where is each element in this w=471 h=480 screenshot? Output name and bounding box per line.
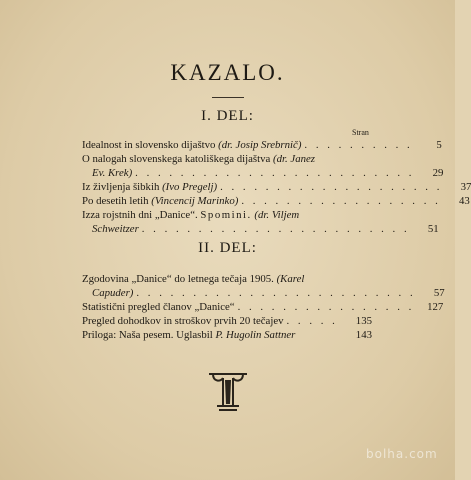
part2-heading: II. DEL: [198,240,257,256]
entry-author: (dr. Janez [273,153,315,165]
leader-dots: . . . . . [286,315,338,327]
entry-author: (dr. Josip Srebrnič) [218,139,302,151]
entry-page: 29 [432,167,444,179]
entry-title: Po desetih letih [82,195,149,207]
entry-subtitle: Spomini. [200,209,252,221]
entry-title: Zgodovina „Danice“ do letnega tečaja 1905. [82,273,274,285]
leader-dots: . . . . . . . . . . . . . . . . [237,301,415,313]
entry-page: 143 [355,329,372,341]
entry-author-cont: Ev. Krek) [92,167,133,179]
entry-title: Pregled dohodkov in stroškov prvih 20 tečajev [82,315,284,327]
leader-dots: . . . . . . . . . . [304,139,413,151]
leader-dots: . . . . . . . . . . . . . . . . . . . . . . . . . [136,287,416,299]
page-title: KAZALO. [170,60,285,85]
entry-title: Priloga: Naša pesem. Uglasbil [82,329,213,341]
toc-entry [82,138,442,152]
entry-author: (dr. Viljem [254,209,300,221]
entry-author-cont: Capuder) [92,287,134,299]
entry-page: 5 [436,139,442,151]
toc-entry [82,194,470,208]
entry-title: Idealnost in slovensko dijaštvo [82,139,216,151]
leader-dots: . . . . . . . . . . . . . . . . . . [241,195,441,207]
entry-title: O nalogah slovenskega katoliškega dijaštva [82,153,271,165]
toc-entry [82,152,444,180]
toc-entry [82,180,471,194]
page-column-label: Stran [352,128,369,137]
entry-author-cont: Schweitzer [92,223,139,235]
entry-author: (Karel [276,273,305,285]
part1-heading: I. DEL: [201,108,254,124]
toc-entry [82,314,372,328]
entry-author: P. Hugolin Sattner [215,329,296,341]
decorative-ornament-icon [203,366,253,416]
toc-entry [82,208,439,236]
entry-page: 57 [433,287,445,299]
entry-page: 135 [355,315,372,327]
entry-page: 51 [427,223,439,235]
entry-title: Statistični pregled članov „Danice“ [82,301,235,313]
entry-author: (Vincencij Marinko) [151,195,239,207]
entry-title: Iz življenja šibkih [82,181,160,193]
title-divider [212,97,244,98]
leader-dots: . . . . . . . . . . . . . . . . . . . . [220,181,443,193]
entry-page: 43 [459,195,470,207]
entry-title: Izza rojstnih dni „Danice“. [82,209,198,221]
entry-author: (Ivo Pregelj) [162,181,218,193]
leader-dots: . . . . . . . . . . . . . . . . . . . . . . . . . [135,167,415,179]
toc-entry [82,300,444,314]
toc-entry [82,328,372,342]
entry-page: 37 [460,181,471,193]
toc-entry [82,272,445,300]
leader-dots: . . . . . . . . . . . . . . . . . . . . . . . . [141,223,410,235]
entry-page: 127 [427,301,444,313]
watermark: bolha.com [366,447,438,461]
